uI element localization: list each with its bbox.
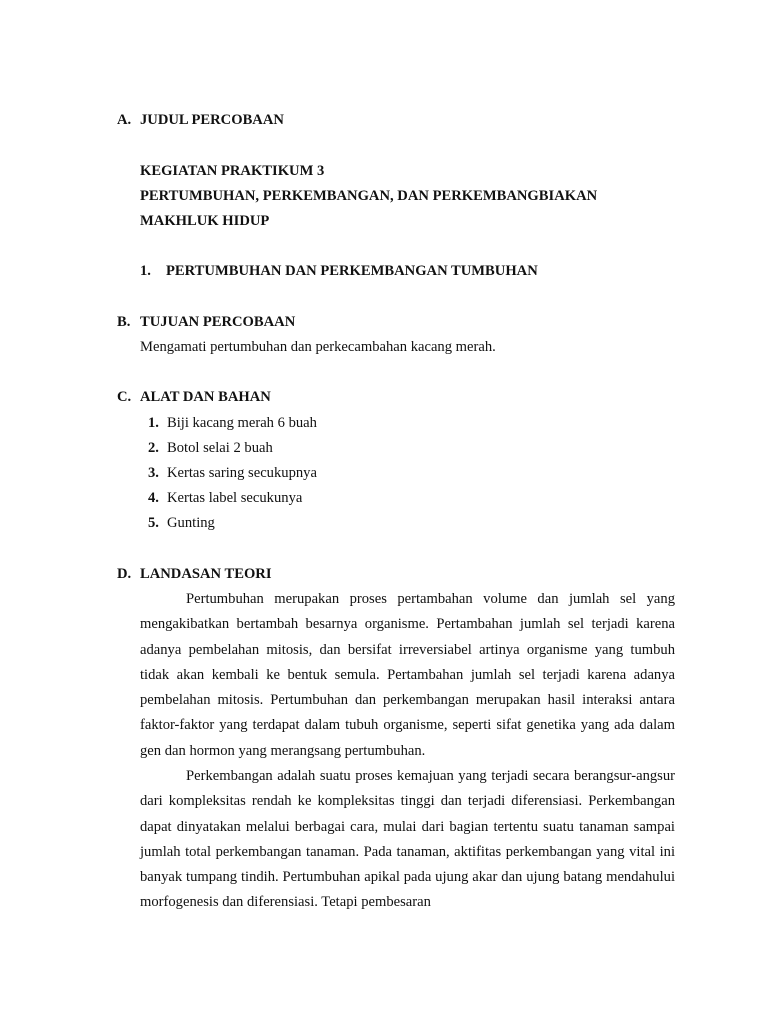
list-item-number: 4. <box>148 490 159 506</box>
section-d-letter: D. <box>117 566 132 582</box>
section-a-title: JUDUL PERCOBAAN <box>140 112 284 128</box>
list-item: Gunting <box>167 515 215 531</box>
list-item: Botol selai 2 buah <box>167 440 273 456</box>
theory-paragraph-1: Pertumbuhan merupakan proses pertambahan volume dan jumlah sel yang mengakibatkan bertambah besarnya organisme. Pertambahan jumlah sel terjadi karena adanya pembelahan mitosis, dan bersifat irreversiabel artinya organisme yang tumbuh tidak akan kembali ke bentuk semula. Pertambahan jumlah sel terjadi karena adanya pembelahan mitosis. Pertumbuhan dan perkembangan merupakan hasil interaksi antara faktor-faktor yang terdapat dalam tubuh organisme, seperti sifat genetika yang ada dalam gen dan hormon yang merangsang pertumbuhan. <box>140 591 675 759</box>
list-item: Kertas label secukunya <box>167 490 303 506</box>
kegiatan-heading: KEGIATAN PRAKTIKUM 3 <box>140 163 325 179</box>
section-b-title: TUJUAN PERCOBAAN <box>140 314 296 330</box>
subsection-number: 1. <box>140 263 151 279</box>
list-item: Biji kacang merah 6 buah <box>167 415 317 431</box>
objective-text: Mengamati pertumbuhan dan perkecambahan kacang merah. <box>140 339 496 355</box>
list-item-number: 5. <box>148 515 159 531</box>
list-item-number: 1. <box>148 415 159 431</box>
list-item-number: 3. <box>148 465 159 481</box>
list-item-number: 2. <box>148 440 159 456</box>
list-item: Kertas saring secukupnya <box>167 465 317 481</box>
section-a-letter: A. <box>117 112 132 128</box>
section-c-title: ALAT DAN BAHAN <box>140 389 271 405</box>
theory-paragraph-2: Perkembangan adalah suatu proses kemajuan yang terjadi secara berangsur-angsur dari kompleksitas rendah ke kompleksitas tinggi dan terjadi diferensiasi. Perkembangan dapat dinyatakan melalui berbagai cara, mulai dari bagian tertentu suatu tanaman sampai jumlah total perkembangan tanaman. Pada tanaman, aktifitas perkembangan yang vital ini banyak tumpang tindih. Pertumbuhan apikal pada ujung akar dan ujung batang mendahului morfogenesis dan diferensiasi. Tetapi pembesaran <box>140 768 675 911</box>
experiment-title-line2: MAKHLUK HIDUP <box>140 213 270 229</box>
section-b-letter: B. <box>117 314 131 330</box>
section-d-title: LANDASAN TEORI <box>140 566 272 582</box>
subsection-title: PERTUMBUHAN DAN PERKEMBANGAN TUMBUHAN <box>166 263 538 279</box>
section-c-letter: C. <box>117 389 132 405</box>
experiment-title-line1: PERTUMBUHAN, PERKEMBANGAN, DAN PERKEMBANGBIAKAN <box>140 188 598 204</box>
